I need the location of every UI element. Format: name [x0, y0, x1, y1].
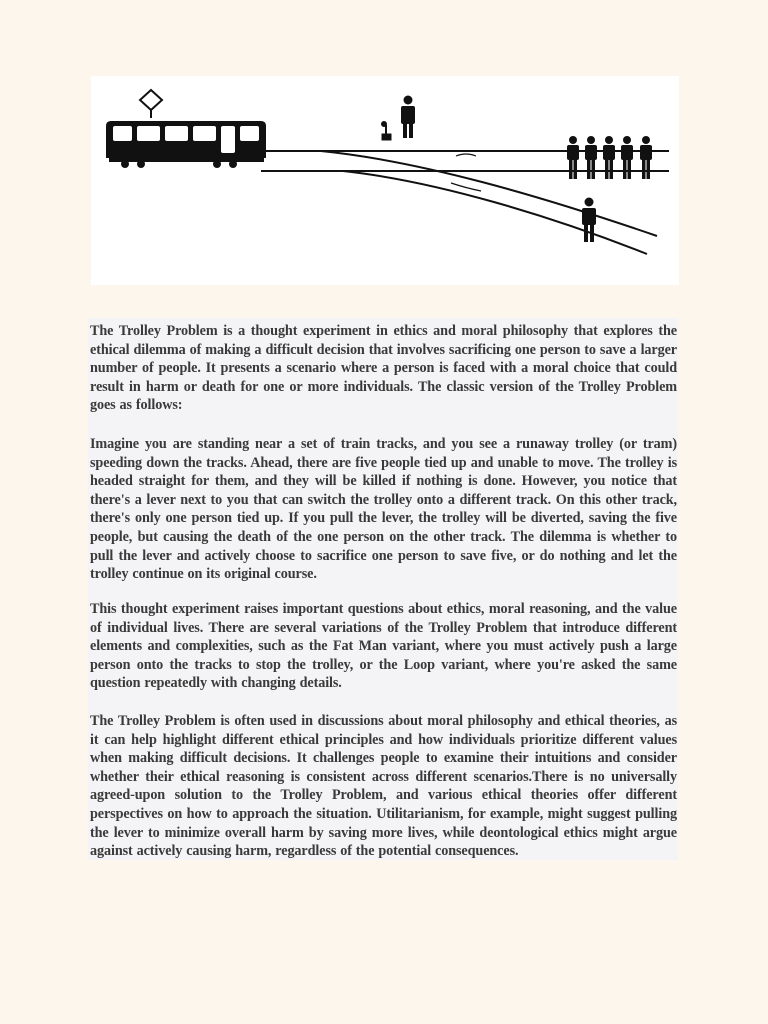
five-people-group-icon — [567, 136, 652, 179]
paragraph-intro: The Trolley Problem is a thought experiment in ethics and moral philosophy that explores the ethical dilemma of making a difficult decision that involves sacrificing one person to save a larger number of people. It presents a scenario where a person is faced with a moral choice that could result in harm or death for one or more individuals. The classic version of the Trolley Problem goes as follows: — [90, 323, 677, 414]
paragraph-scenario: Imagine you are standing near a set of train tracks, and you see a runaway trolley (or tram) speeding down the tracks. Ahead, there are five people tied up and unable to move. The trolley is headed straight for them, and they will be killed if nothing is done. However, you notice that there's a lever next to you that can switch the trolley onto a different track. On this other track, there's only one person tied up. If you pull the lever, the trolley will be diverted, saving the five people, but causing the death of the one person on the other track. The dilemma is whether to pull the lever and actively choose to sacrifice one person to save five, or do nothing and let the trolley continue on its original course. — [90, 436, 677, 583]
trolley-problem-illustration — [91, 76, 679, 285]
article-body — [88, 318, 678, 860]
paragraph-variations: This thought experiment raises important questions about ethics, moral reasoning, and the value of individual lives. There are several variations of the Trolley Problem that introduce different elements and complexities, such as the Fat Man variant, where you must actively push a large person onto the tracks to stop the trolley, or the Loop variant, where you're asked the same question repeatedly with changing details. — [90, 601, 677, 692]
trolley-icon — [106, 90, 266, 168]
branch-track-lower-rail — [343, 171, 647, 254]
lever-icon — [382, 122, 392, 141]
paragraph-discussion: The Trolley Problem is often used in discussions about moral philosophy and ethical theories, as it can help highlight different ethical principles and how individuals prioritize different values when making difficult decisions. It challenges people to examine their intuitions and consider whether their ethical reasoning is consistent across different scenarios.There is no universally agreed-upon solution to the Trolley Problem, and various ethical theories offer different perspectives on how to approach the situation. Utilitarianism, for example, might suggest pulling the lever to minimize overall harm by saving more lives, while deontological ethics might argue against actively causing harm, regardless of the potential consequences. — [90, 713, 677, 860]
bystander-person-icon — [401, 96, 415, 139]
single-person-icon — [582, 198, 596, 243]
